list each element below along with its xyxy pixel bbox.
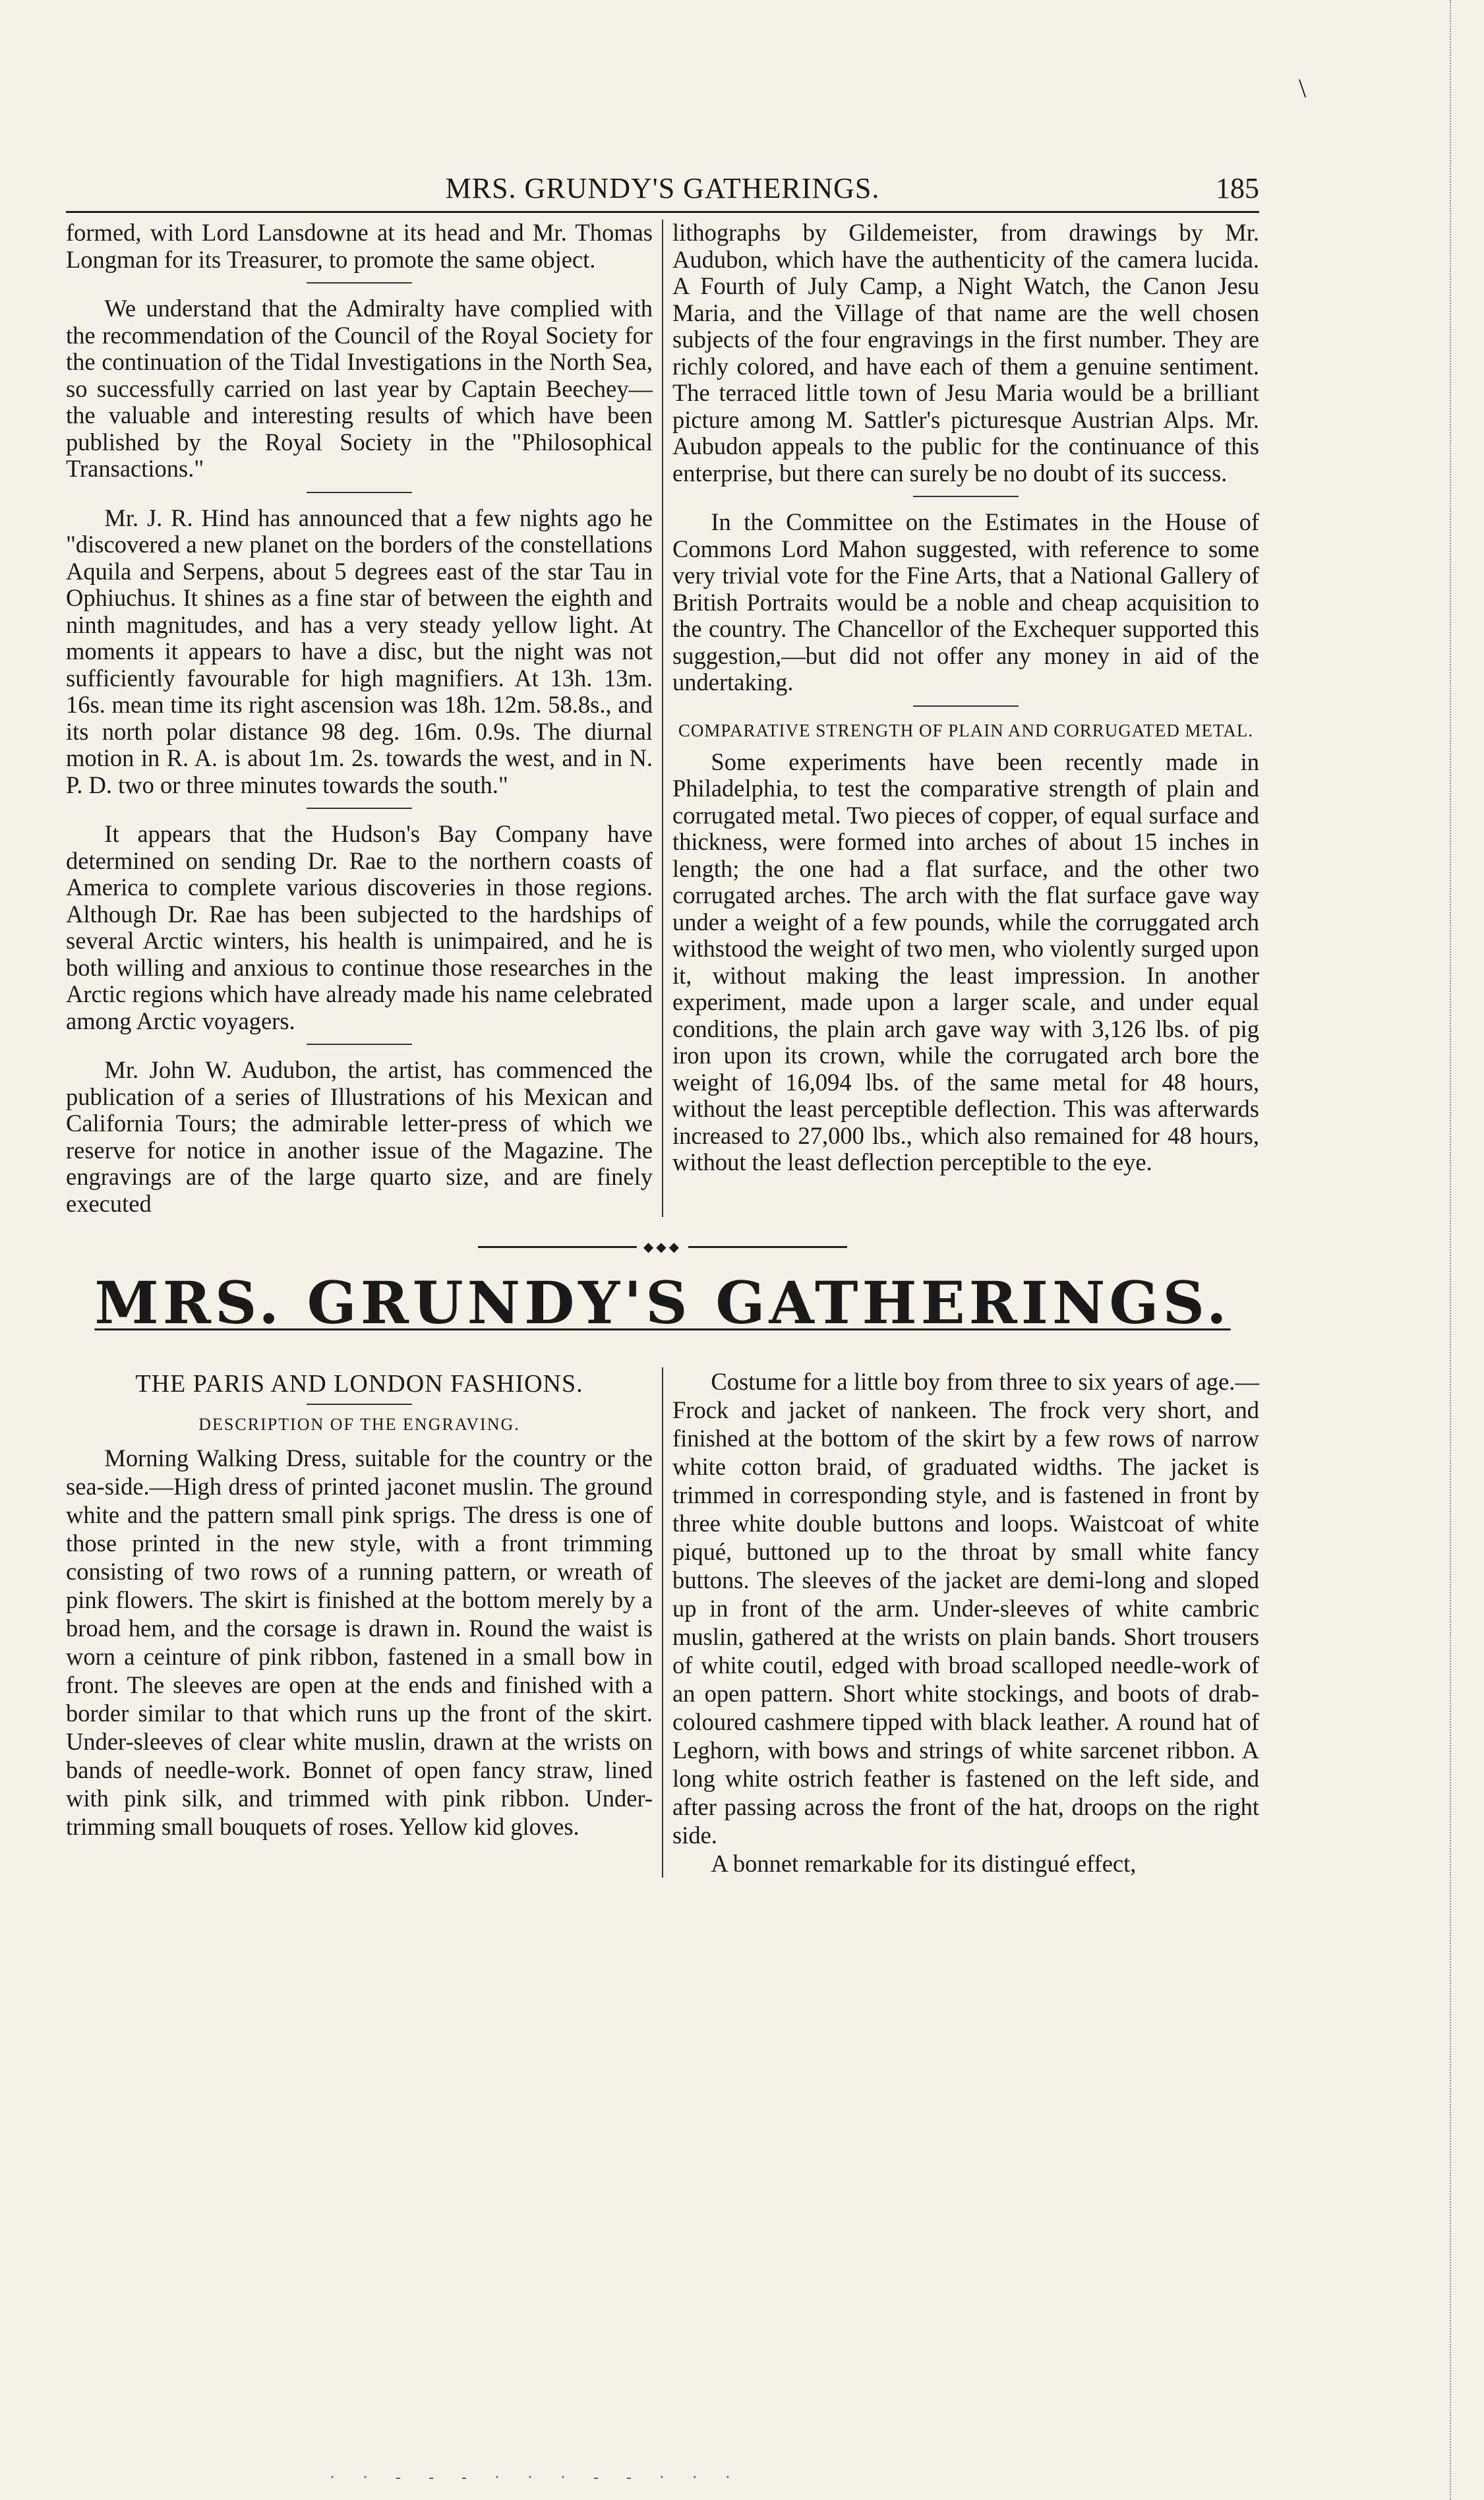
paragraph: Costume for a little boy from three to six years of age.—Frock and jacket of nankeen. The frock very short, and finished at the bottom of the skirt by a few rows of narrow white cotton braid, of graduated widths. The jacket is trimmed in corresponding style, and is fastened in front by three white double buttons and loops. Waistcoat of white piqué, buttoned up to the throat by small white fancy buttons. The sleeves of the jacket are demi-long and sloped up in front of the arm. Under-sleeves of white cambric muslin, gathered at the wrists on plain bands. Short trousers of white coutil, edged with broad scalloped needle-work of an open pattern. Short white stockings, and boots of drab-coloured cashmere tipped with black leather. A round hat of Leghorn, with bows and strings of white sarcenet ribbon. A long white ostrich feather is fastened on the left side, and after passing across the front of the hat, droops on the right side.	[672, 1368, 1259, 1849]
paragraph: A bonnet remarkable for its distingué effect,	[711, 1850, 1137, 1877]
paragraph: In the Committee on the Estimates in the House of Commons Lord Mahon suggested, with reference to some very trivial vote for the Fine Arts, that a National Gallery of British Portraits would be a noble and cheap acquisition to the country. The Chancellor of the Exchequer supported this suggestion,—but did not offer any money in aid of the undertaking.	[672, 508, 1259, 696]
running-title: MRS. GRUNDY'S GATHERINGS.	[445, 172, 880, 204]
divider	[913, 496, 1019, 497]
paragraph: Some experiments have been recently made in Philadelphia, to test the comparative strength of plain and corrugated metal. Two pieces of copper, of equal surface and thickness, were formed into arches of about 15 inches in length; the one had a flat surface, and the other two corrugated arches. The arch with the flat surface gave way under a weight of a few pounds, while the corruggated arch withstood the weight of two men, who violently surged upon it, without making the least impression. In another experiment, made upon a larger scale, and under equal conditions, the plain arch gave way with 3,126 lbs. of pig iron upon its crown, while the corrugated arch bore the weight of 16,094 lbs. of the same metal for 48 hours, without the least perceptible deflection. This was afterwards increased to 27,000 lbs., which also remained for 48 hours, without the least deflection perceptible to the eye.	[672, 748, 1259, 1176]
paragraph: Mr. J. R. Hind has announced that a few nights ago he "discovered a new planet on the borders of the constellations Aquila and Serpens, about 5 degrees east of the star Tau in Ophiuchus. It shines as a fine star of between the eighth and ninth magnitudes, and has a very steady yellow light. At moments it appears to have a disc, but the night was not sufficiently favourable for high magnifiers. At 13h. 13m. 16s. mean time its right ascension was 18h. 12m. 58.8s., and its north polar distance 98 deg. 16m. 0.9s. The diurnal motion in R. A. is about 1m. 2s. towards the west, and in N. P. D. two or three minutes towards the south."	[66, 504, 653, 798]
divider	[307, 1044, 412, 1045]
article-heading: COMPARATIVE STRENGTH OF PLAIN AND CORRUGATED METAL.	[678, 720, 1254, 740]
fashion-section	[66, 1367, 1259, 1878]
divider	[307, 808, 412, 809]
top-section	[66, 220, 1259, 1217]
paragraph: Morning Walking Dress, suitable for the country or the sea-side.—High dress of printed jaconet muslin. The ground white and the pattern small pink sprigs. The dress is one of those printed in the new style, with a front trimming consisting of two rows of a running pattern, or wreath of pink flowers. The skirt is finished at the bottom merely by a broad hem, and the corsage is drawn in. Round the waist is worn a ceinture of pink ribbon, fastened in a small bow in front. The sleeves are open at the ends and finished with a border similar to that which runs up the front of the skirt. Under-sleeves of clear white muslin, drawn at the wrists on bands of needle-work. Bonnet of open fancy straw, lined with pink silk, and trimmed with pink ribbon. Under-trimming small bouquets of roses. Yellow kid gloves.	[66, 1444, 653, 1840]
paragraph: Mr. John W. Audubon, the artist, has commenced the publication of a series of Illustrations of his Mexican and California Tours; the admirable letter-press of which we reserve for notice in another issue of the Magazine. The engravings are of the large quarto size, and are finely executed	[66, 1056, 653, 1217]
divider	[307, 282, 412, 283]
paragraph: formed, with Lord Lansdowne at its head and Mr. Thomas Longman for its Treasurer, to promote the same object.	[66, 219, 653, 273]
left-column	[66, 220, 663, 1217]
right-column	[663, 220, 1259, 1217]
left-column	[66, 1367, 663, 1878]
paragraph: lithographs by Gildemeister, from drawings by Mr. Audubon, which have the authenticity of the camera lucida. A Fourth of July Camp, a Night Watch, the Canon Jesu Maria, and the Village of that name are the well chosen subjects of the four engravings in the first number. They are richly colored, and have each of them a genuine sentiment. The terraced little town of Jesu Maria would be a brilliant picture among M. Sattler's picturesque Austrian Alps. Mr. Aubudon appeals to the public for the continuance of this enterprise, but there can surely be no doubt of its success.	[672, 219, 1259, 487]
page	[66, 165, 1259, 1878]
paragraph: We understand that the Admiralty have complied with the recommendation of the Council of the Royal Society for the continuation of the Tidal Investigations in the North Sea, so successfully carried on last year by Captain Beechey—the valuable and interesting results of which have been published by the Royal Society in the "Philosophical Transactions."	[66, 295, 653, 482]
right-column	[663, 1367, 1259, 1878]
page-edge-marks: · · - - - · · · - - · · ·	[330, 2469, 742, 2486]
subheading: DESCRIPTION OF THE ENGRAVING.	[198, 1415, 520, 1434]
running-header	[66, 165, 1259, 213]
paragraph: It appears that the Hudson's Bay Company have determined on sending Dr. Rae to the northern coasts of America to complete various discoveries in those regions. Although Dr. Rae has been subjected to the hardships of several Arctic winters, his health is unimpaired, and he is both willing and anxious to continue those researches in the Arctic regions which have already made his name celebrated among Arctic voyagers.	[66, 820, 653, 1034]
section-heading: THE PARIS AND LONDON FASHIONS.	[135, 1370, 583, 1398]
ornament-divider: ◆◆◆	[478, 1241, 847, 1253]
divider	[913, 705, 1019, 707]
binding-edge	[1450, 0, 1477, 2500]
masthead: MRS. GRUNDY'S GATHERINGS.	[94, 1268, 1231, 1337]
page-number: 185	[1216, 172, 1259, 204]
divider	[307, 1404, 412, 1405]
margin-mark: \	[1299, 73, 1307, 103]
divider	[307, 492, 412, 493]
